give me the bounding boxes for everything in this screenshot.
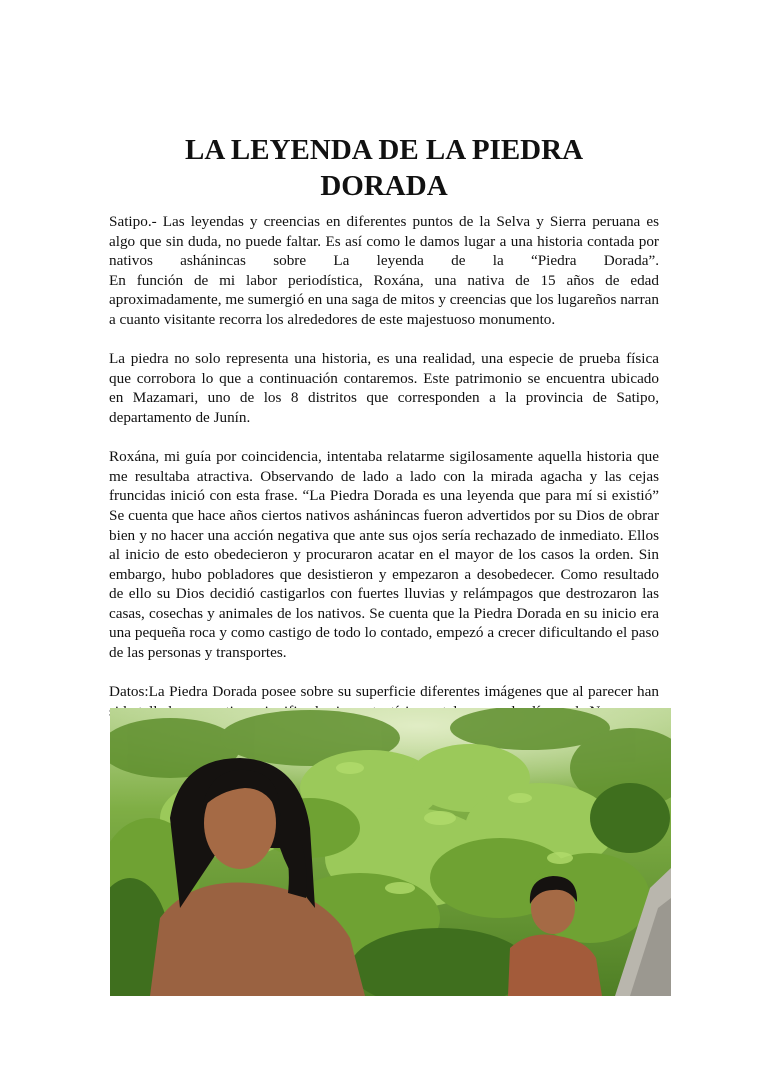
- text-line: La piedra no solo representa una historia, es una realidad, una especie de prueba física: [109, 350, 659, 368]
- text-line: una pequeña roca y como castigo de todo lo contado, empezó a crecer dificultando el paso: [109, 624, 659, 642]
- text-line: embargo, hubo pobladores que desistieron y empezaron a desobedecer. Como resultado: [109, 565, 659, 583]
- text-line: Datos:La Piedra Dorada posee sobre su superficie diferentes imágenes que al parecer han: [109, 683, 659, 701]
- title-line-1: LA LEYENDA DE LA PIEDRA: [184, 134, 584, 166]
- text-line: Roxána, mi guía por coincidencia, intentaba relatarme sigilosamente aquella historia que: [109, 448, 659, 466]
- text-line: fruncidas inició con esta frase. “La Piedra Dorada es una leyenda que para mí si existió”: [109, 487, 659, 505]
- text-line: algo que sin duda, no puede faltar. Es así como le damos lugar a una historia contada por: [109, 232, 659, 250]
- text-line: al inicio de esto obedecieron y procuraron acatar en el mayor de los casos la orden. Sin: [109, 546, 659, 564]
- text-line: de las personas y transportes.: [109, 644, 287, 662]
- text-line: me resultaba atractiva. Observando de lado a lado con la mirada agacha y las cejas: [109, 467, 659, 485]
- title-line-2: DORADA: [320, 170, 448, 202]
- paragraph-legend: [109, 447, 659, 663]
- paragraph-intro: [109, 212, 659, 330]
- document-title: [108, 132, 660, 204]
- paragraph-stone: [109, 349, 659, 427]
- text-line: departamento de Junín.: [109, 408, 251, 426]
- text-line: En función de mi labor periodística, Roxána, una nativa de 15 años de edad: [109, 271, 659, 289]
- text-line: en Mazamari, uno de los 8 distritos que corresponden a la provincia de Satipo,: [109, 389, 659, 407]
- photo-natives-in-forest: [110, 708, 671, 996]
- document-body: [109, 212, 659, 741]
- text-line: a cuanto visitante recorra los alrededores de este majestuoso monumento.: [109, 310, 556, 328]
- text-line: nativos ashánincas sobre La leyenda de la “Piedra Dorada”.: [109, 252, 659, 270]
- text-line: que corrobora lo que a continuación contaremos. Este patrimonio se encuentra ubicado: [109, 369, 659, 387]
- text-line: Se cuenta que hace años ciertos nativos ashánincas fueron advertidos por su Dios de obrar: [109, 506, 659, 524]
- text-line: de ello su Dios decidió castigarlos con fuertes lluvias y relámpagos que destrozaron las: [109, 585, 659, 603]
- photo-illustration: [110, 708, 671, 996]
- text-line: bien y no hacer una acción negativa que ante sus ojos sería rechazado de inmediato. Ellos: [109, 526, 659, 544]
- text-line: aproximadamente, me sumergió en una saga de mitos y creencias que los lugareños narran: [109, 291, 659, 309]
- text-line: Satipo.- Las leyendas y creencias en diferentes puntos de la Selva y Sierra peruana es: [109, 213, 659, 230]
- text-line: casas, cosechas y animales de los nativos. Se cuenta que la Piedra Dorada en su inicio era: [109, 604, 659, 622]
